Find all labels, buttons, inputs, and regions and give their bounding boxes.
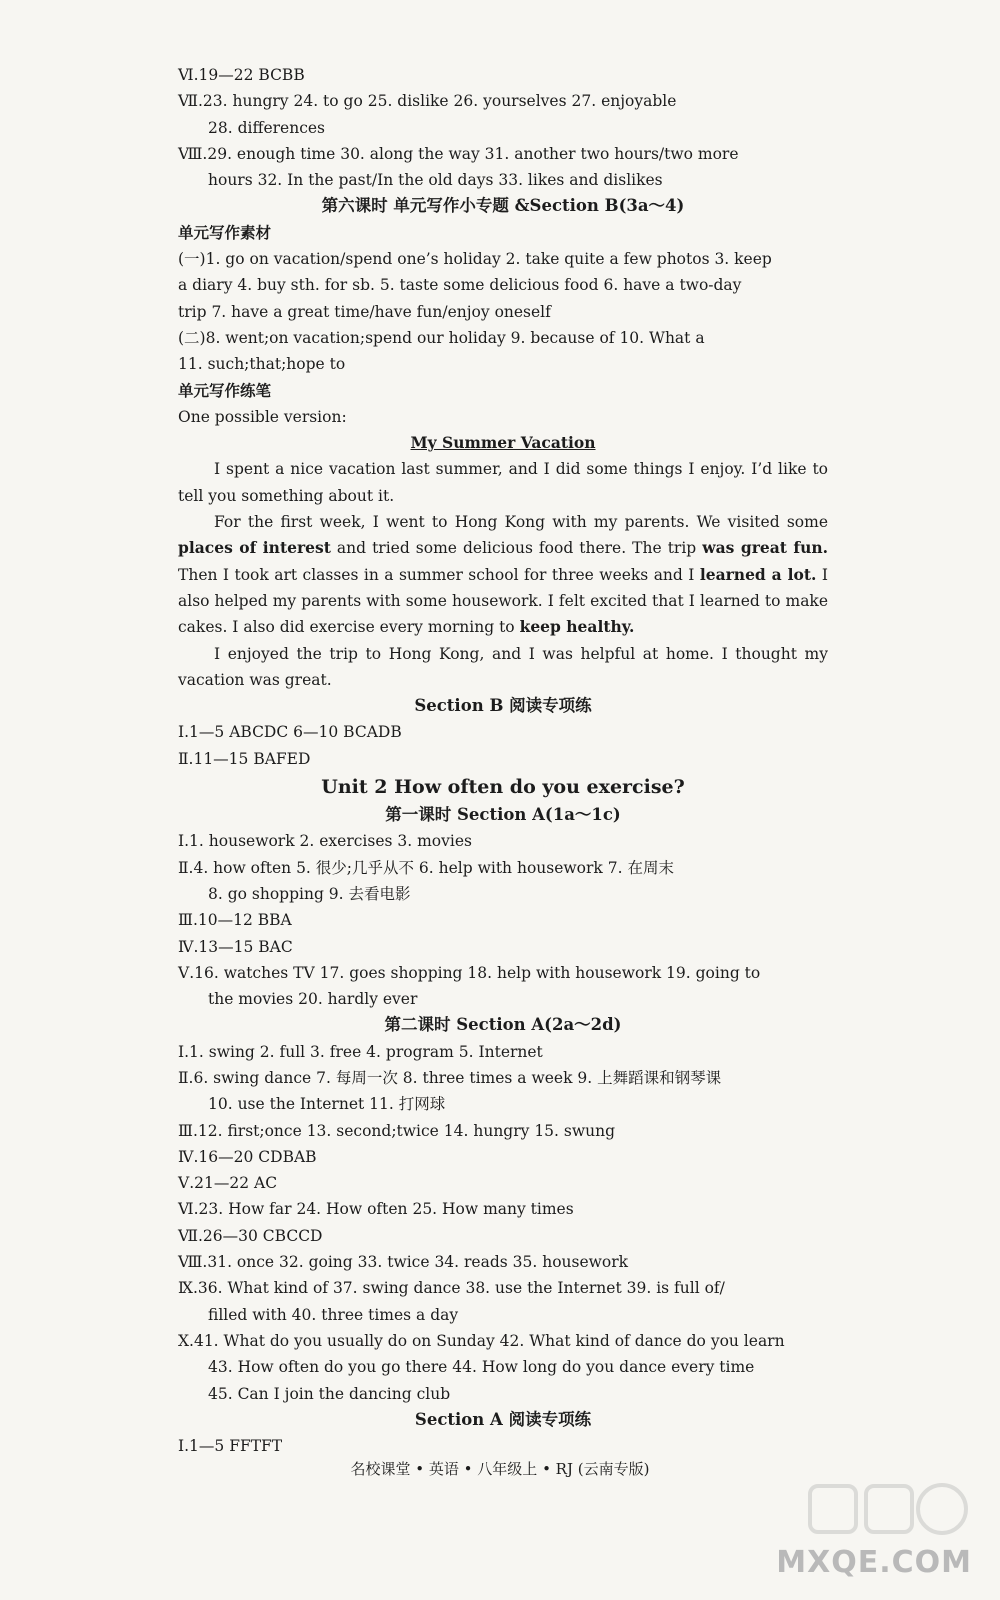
answer-line: 8. go shopping 9. 去看电影: [208, 884, 411, 903]
section-heading: 第六课时 单元写作小专题 &Section B(3a～4): [321, 196, 685, 216]
subheading: 单元写作练笔: [178, 380, 272, 400]
subheading: 单元写作素材: [178, 222, 272, 242]
answer-line: Ⅲ.12. first;once 13. second;twice 14. hungry 15. swung: [178, 1121, 616, 1140]
answer-line: Ⅹ.41. What do you usually do on Sunday 42. What kind of dance do you learn: [178, 1331, 785, 1350]
answer-line: (二)8. went;on vacation;spend our holiday 9. because of 10. What a: [178, 328, 705, 347]
answer-line: a diary 4. buy sth. for sb. 5. taste some delicious food 6. have a two-day: [178, 276, 742, 295]
answer-line: 10. use the Internet 11. 打网球: [208, 1095, 446, 1114]
answer-line: Ⅰ.1. housework 2. exercises 3. movies: [178, 832, 472, 851]
answer-line: Ⅵ.19—22 BCBB: [178, 66, 305, 84]
answer-line: One possible version:: [178, 407, 347, 426]
answer-line: Ⅳ.13—15 BAC: [178, 937, 293, 956]
answer-line: Ⅱ.4. how often 5. 很少;几乎从不 6. help with housework 7. 在周末: [178, 858, 674, 877]
essay-paragraph: I spent a nice vacation last summer, and I did some things I enjoy. I’d like to tell you something about it.: [178, 460, 828, 505]
answer-line: 28. differences: [208, 118, 326, 137]
answer-line: 11. such;that;hope to: [178, 355, 346, 374]
answer-line: the movies 20. hardly ever: [208, 990, 418, 1009]
answer-line: Ⅰ.1—5 FFTFT: [178, 1437, 283, 1456]
answer-line: (一)1. go on vacation/spend one’s holiday 2. take quite a few photos 3. keep: [178, 250, 772, 269]
answer-line: filled with 40. three times a day: [208, 1305, 459, 1324]
answer-line: Ⅶ.26—30 CBCCD: [178, 1226, 323, 1245]
answer-line: Ⅶ.23. hungry 24. to go 25. dislike 26. yourselves 27. enjoyable: [178, 92, 677, 111]
answer-line: Ⅷ.29. enough time 30. along the way 31. another two hours/two more: [178, 144, 739, 163]
answer-page: [178, 62, 828, 1459]
essay-title: My Summer Vacation: [410, 433, 596, 453]
answer-line: Ⅵ.23. How far 24. How often 25. How many times: [178, 1200, 574, 1219]
answer-line: Ⅷ.31. once 32. going 33. twice 34. reads 35. housework: [178, 1253, 629, 1272]
answer-line: Ⅸ.36. What kind of 37. swing dance 38. use the Internet 39. is full of/: [178, 1279, 725, 1298]
unit-title: Unit 2 How often do you exercise?: [321, 776, 685, 799]
answer-line: Ⅳ.16—20 CDBAB: [178, 1147, 317, 1166]
essay-paragraph: I enjoyed the trip to Hong Kong, and I was helpful at home. I thought my vacation was great.: [178, 644, 828, 689]
answer-line: trip 7. have a great time/have fun/enjoy oneself: [178, 302, 551, 321]
section-heading: 第一课时 Section A(1a～1c): [385, 805, 621, 825]
answer-line: 43. How often do you go there 44. How long do you dance every time: [208, 1358, 755, 1377]
answer-line: 45. Can I join the dancing club: [208, 1384, 451, 1403]
section-heading: Section B 阅读专项练: [414, 696, 592, 716]
answer-line: hours 32. In the past/In the old days 33. likes and dislikes: [208, 171, 663, 190]
section-heading: Section A 阅读专项练: [414, 1409, 592, 1429]
answer-line: Ⅱ.11—15 BAFED: [178, 749, 311, 768]
answer-line: Ⅰ.1. swing 2. full 3. free 4. program 5. Internet: [178, 1042, 543, 1061]
answer-line: Ⅴ.16. watches TV 17. goes shopping 18. help with housework 19. going to: [178, 963, 761, 982]
answer-line: Ⅴ.21—22 AC: [178, 1174, 278, 1193]
page-footer: 名校课堂 • 英语 • 八年级上 • RJ (云南专版): [350, 1460, 650, 1478]
answer-line: Ⅱ.6. swing dance 7. 每周一次 8. three times a week 9. 上舞蹈课和钢琴课: [178, 1068, 722, 1087]
answer-line: Ⅲ.10—12 BBA: [178, 911, 292, 930]
answer-line: Ⅰ.1—5 ABCDC 6—10 BCADB: [178, 723, 402, 742]
watermark-text: MXQE.COM: [776, 1545, 972, 1580]
section-heading: 第二课时 Section A(2a～2d): [384, 1015, 622, 1035]
essay-paragraph: For the first week, I went to Hong Kong with my parents. We visited some places of interest and tried some delicious food there. The trip was great fun. Then I took art classes in a summer school for three weeks and I learned a lot. I also helped my parents with some housework. I felt excited that I learned to make cakes. I also did exercise every morning to keep healthy.: [178, 513, 829, 637]
